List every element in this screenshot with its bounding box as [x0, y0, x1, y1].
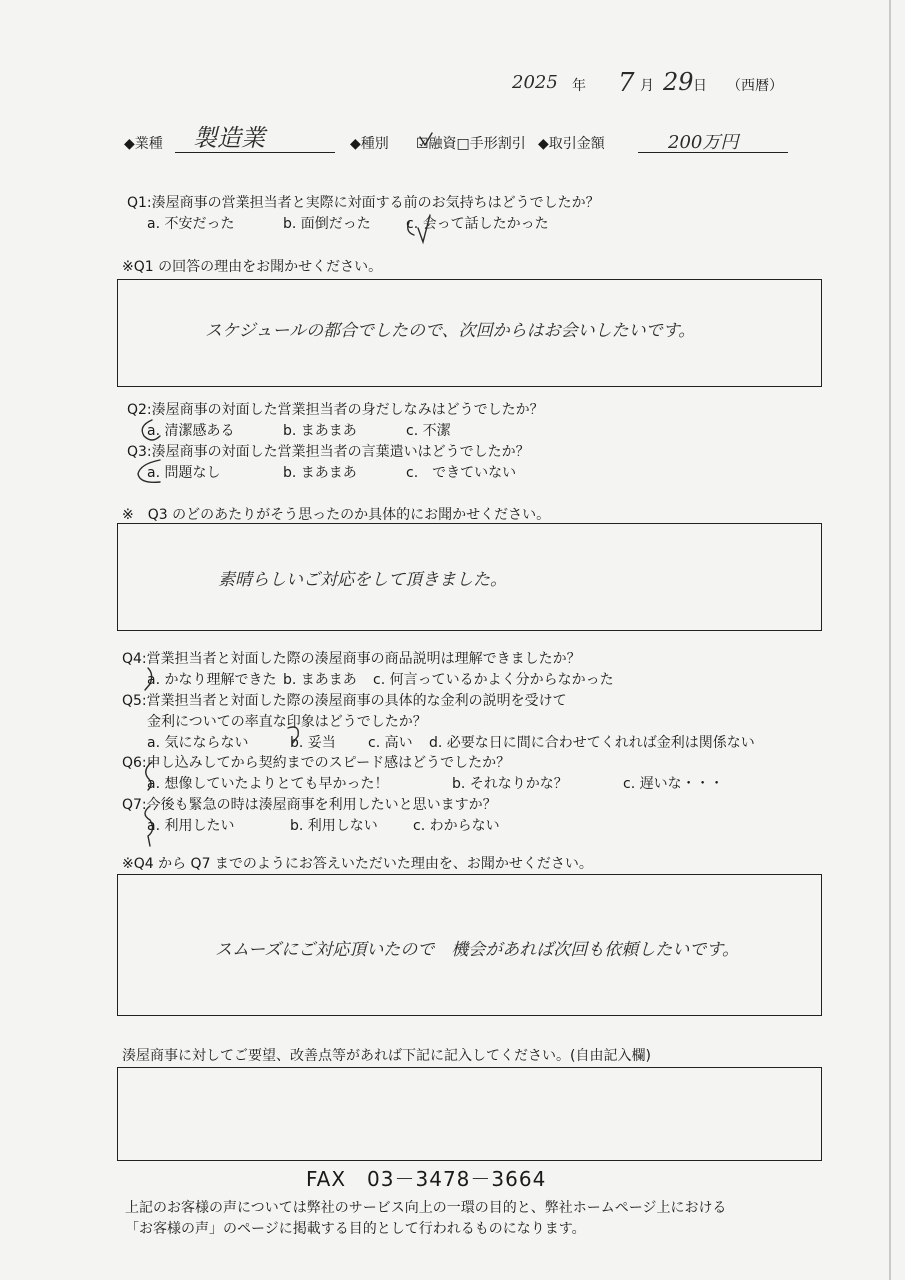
date-year-value: 2025	[512, 72, 558, 93]
q1-question: Q1:湊屋商事の営業担当者と実際に対面する前のお気持ちはどうでしたか？	[127, 195, 600, 211]
fax-number: FAX 03－3478－3664	[306, 1167, 547, 1191]
q7-question: Q7:今後も緊急の時は湊屋商事を利用したいと思いますか？	[122, 797, 497, 813]
q3-reason-prompt: ※ Q3 のどのあたりがそう思ったのか具体的にお聞かせください。	[122, 507, 551, 523]
scan-edge	[889, 0, 891, 1280]
q7-option-b[interactable]: b. 利用しない	[290, 818, 378, 834]
type-options: ☑融資□手形割引	[416, 136, 526, 152]
q3-reason-answer: 素晴らしいご対応をして頂きました。	[218, 570, 507, 590]
type-label: ◆種別	[350, 136, 389, 152]
q3-question: Q3:湊屋商事の対面した営業担当者の言葉遣いはどうでしたか？	[127, 444, 530, 460]
free-comment-box[interactable]	[117, 1067, 822, 1161]
q5-option-d[interactable]: d. 必要な日に間に合わせてくれれば金利は関係ない	[429, 735, 755, 751]
q1-reason-answer: スケジュールの都合でしたので、次回からはお会いしたいです。	[205, 321, 696, 341]
q3-option-b[interactable]: b. まあまあ	[283, 465, 357, 481]
q6-option-c[interactable]: c. 遅いな・・・	[623, 776, 724, 792]
date-month-value: 7	[618, 68, 635, 98]
amount-underline	[638, 152, 788, 153]
q4-option-a[interactable]: a. かなり理解できた	[147, 672, 277, 688]
q6-option-b[interactable]: b. それなりかな？	[452, 776, 568, 792]
q4-option-b[interactable]: b. まあまあ	[283, 672, 357, 688]
q6-question: Q6:申し込みしてから契約までのスピード感はどうでしたか？	[122, 755, 511, 771]
q4-option-c[interactable]: c. 何言っているかよく分からなかった	[373, 672, 614, 688]
q47-reason-answer: スムーズにご対応頂いたので 機会があれば次回も依頼したいです。	[215, 940, 739, 960]
q2-option-a[interactable]: a. 清潔感ある	[147, 423, 235, 439]
q5-option-b[interactable]: b. 妥当	[290, 735, 336, 751]
q7-option-a[interactable]: a. 利用したい	[147, 818, 235, 834]
q1-option-c[interactable]: c. 会って話したかった	[406, 216, 549, 232]
q2-option-b[interactable]: b. まあまあ	[283, 423, 357, 439]
footer-note-line1: 上記のお客様の声については弊社のサービス向上の一環の目的と、弊社ホームページ上における	[125, 1200, 727, 1216]
q2-question: Q2:湊屋商事の対面した営業担当者の身だしなみはどうでしたか？	[127, 402, 544, 418]
date-month-label: 月	[640, 78, 654, 94]
date-day-value: 29	[663, 68, 694, 96]
q5-option-c[interactable]: c. 高い	[368, 735, 413, 751]
date-era-note: （西暦）	[727, 78, 783, 94]
industry-label: ◆業種	[124, 136, 163, 152]
q4-question: Q4:営業担当者と対面した際の湊屋商事の商品説明は理解できましたか？	[122, 651, 581, 667]
q5-question-line2: 金利についての率直な印象はどうでしたか？	[147, 714, 427, 730]
q7-option-c[interactable]: c. わからない	[413, 818, 500, 834]
q3-option-c[interactable]: c. できていない	[406, 465, 517, 481]
q47-reason-prompt: ※Q4 から Q7 までのようにお答えいただいた理由を、お聞かせください。	[122, 856, 593, 872]
q2-option-c[interactable]: c. 不潔	[406, 423, 451, 439]
amount-value: 200万円	[668, 132, 739, 153]
q1-reason-prompt: ※Q1 の回答の理由をお聞かせください。	[122, 259, 383, 275]
industry-value: 製造業	[193, 124, 265, 152]
date-year-label: 年	[572, 78, 586, 94]
q1-option-a[interactable]: a. 不安だった	[147, 216, 235, 232]
amount-label: ◆取引金額	[538, 136, 605, 152]
q5-question-line1: Q5:営業担当者と対面した際の湊屋商事の具体的な金利の説明を受けて	[122, 693, 567, 709]
q1-option-b[interactable]: b. 面倒だった	[283, 216, 371, 232]
footer-note-line2: 「お客様の声」のページに掲載する目的として行われるものになります。	[125, 1221, 586, 1237]
q6-option-a[interactable]: a. 想像していたよりとても早かった！	[147, 776, 389, 792]
industry-underline	[175, 152, 335, 153]
date-day-label: 日	[693, 78, 707, 94]
q3-option-a[interactable]: a. 問題なし	[147, 465, 221, 481]
q5-option-a[interactable]: a. 気にならない	[147, 735, 249, 751]
free-comment-prompt: 湊屋商事に対してご要望、改善点等があれば下記に記入してください。(自由記入欄)	[122, 1048, 651, 1064]
